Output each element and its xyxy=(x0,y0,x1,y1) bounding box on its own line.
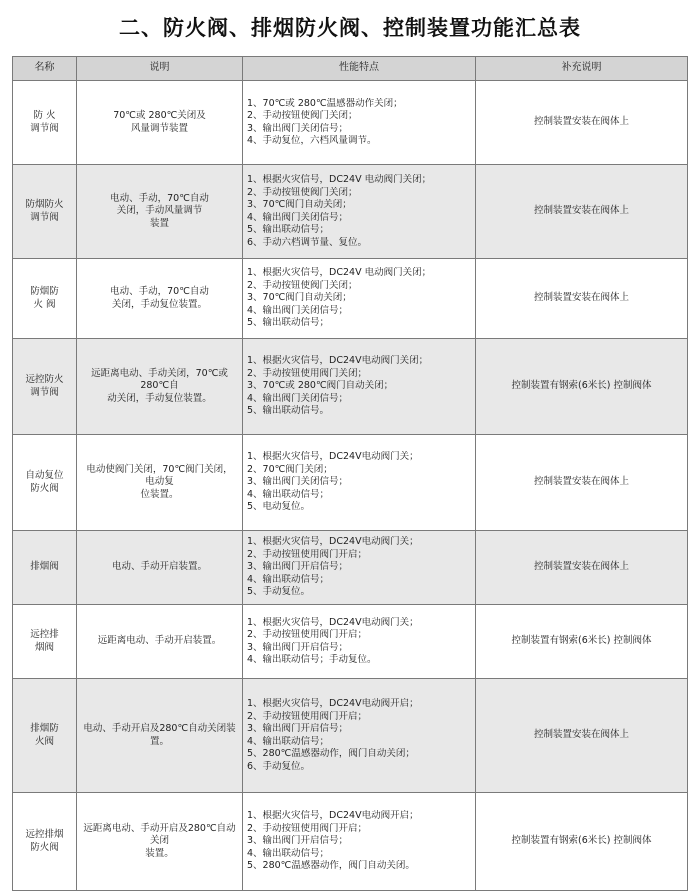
valve-description: 远距离电动、手动开启装置。 xyxy=(97,635,222,647)
cell-name xyxy=(13,679,77,793)
cell-name xyxy=(13,531,77,605)
valve-name: 远控排烟 防火阀 xyxy=(25,829,64,853)
feature-line: 4、输出阀门关闭信号； xyxy=(247,211,349,223)
header-name: 名称 xyxy=(13,57,77,81)
feature-line: 4、输出联动信号； xyxy=(247,847,330,859)
feature-line: 2、手动按钮使阀门关闭； xyxy=(247,279,358,291)
feature-line: 5、输出联动信号； xyxy=(247,317,330,329)
valve-name: 排烟阀 xyxy=(30,561,59,573)
valve-description: 电动、手动，70℃自动 关闭，手动复位装置。 xyxy=(110,286,209,310)
cell-features xyxy=(243,81,476,165)
cell-description xyxy=(77,531,243,605)
cell-note: 控制装置安装在阀体上 xyxy=(476,259,688,339)
cell-description xyxy=(77,165,243,259)
cell-features xyxy=(243,605,476,679)
header-features: 性能特点 xyxy=(243,57,476,81)
valve-description: 远距离电动、手动开启及280℃自动关闭 装置。 xyxy=(83,822,236,859)
cell-description xyxy=(77,81,243,165)
valve-description: 70℃或 280℃关闭及 风量调节装置 xyxy=(113,110,206,134)
feature-line: 4、输出联动信号； xyxy=(247,488,330,500)
valve-description: 电动使阀门关闭，70℃阀门关闭，电动复 位装置。 xyxy=(86,463,233,500)
cell-features xyxy=(243,531,476,605)
feature-line: 1、根据火灾信号，DC24V 电动阀门关闭； xyxy=(247,174,432,185)
cell-description xyxy=(77,679,243,793)
feature-line: 4、输出联动信号； xyxy=(247,735,330,747)
table-row xyxy=(13,81,688,165)
cell-description xyxy=(77,793,243,891)
feature-line: 1、根据火灾信号，DC24V电动阀门关闭； xyxy=(247,355,429,367)
feature-line: 3、输出阀门开启信号； xyxy=(247,561,349,573)
valve-description: 远距离电动、手动关闭，70℃或 280℃自 动关闭，手动复位装置。 xyxy=(91,367,228,404)
feature-line: 3、输出阀门开启信号； xyxy=(247,723,349,734)
valve-name: 远控防火 调节阀 xyxy=(25,374,64,398)
feature-line: 2、手动按钮使用阀门开启； xyxy=(247,822,368,834)
feature-line: 6、手动六档调节量、复位。 xyxy=(247,236,368,248)
feature-line: 3、70℃或 280℃阀门自动关闭； xyxy=(247,380,394,392)
table-row xyxy=(13,605,688,679)
feature-line: 6、手动复位。 xyxy=(247,760,311,772)
cell-features xyxy=(243,793,476,891)
feature-line: 5、电动复位。 xyxy=(247,501,311,513)
feature-line: 5、280℃温感器动作，阀门自动关闭。 xyxy=(247,860,415,872)
table-row xyxy=(13,339,688,435)
valve-name: 防烟防 火 阀 xyxy=(30,286,59,310)
feature-line: 1、根据火灾信号，DC24V电动阀门关； xyxy=(247,616,419,628)
feature-line: 3、输出阀门开启信号； xyxy=(247,641,349,653)
cell-note: 控制装置有钢索(6米长) 控制阀体 xyxy=(476,339,688,435)
table-row xyxy=(13,679,688,793)
header-notes: 补充说明 xyxy=(476,57,688,81)
cell-name xyxy=(13,165,77,259)
valve-name: 防 火 调节阀 xyxy=(30,110,59,134)
feature-line: 2、70℃阀门关闭； xyxy=(247,463,333,475)
valve-name: 排烟防 火阀 xyxy=(30,723,59,747)
table-row xyxy=(13,793,688,891)
valve-description: 电动、手动开启及280℃自动关闭装置。 xyxy=(83,723,236,747)
cell-note: 控制装置安装在阀体上 xyxy=(476,679,688,793)
valve-description: 电动、手动开启装置。 xyxy=(111,561,207,573)
cell-name xyxy=(13,339,77,435)
cell-note: 控制装置安装在阀体上 xyxy=(476,531,688,605)
valve-name: 自动复位 防火阀 xyxy=(25,470,64,494)
valve-name: 防烟防火 调节阀 xyxy=(25,199,64,223)
feature-line: 3、输出阀门关闭信号； xyxy=(247,122,349,134)
cell-features xyxy=(243,339,476,435)
cell-features xyxy=(243,165,476,259)
table-body xyxy=(13,81,688,891)
cell-note: 控制装置安装在阀体上 xyxy=(476,81,688,165)
cell-description xyxy=(77,435,243,531)
feature-line: 2、手动按钮使阀门关闭； xyxy=(247,186,358,198)
feature-line: 3、输出阀门开启信号； xyxy=(247,835,349,847)
header-description: 说明 xyxy=(77,57,243,81)
cell-name xyxy=(13,435,77,531)
cell-note: 控制装置安装在阀体上 xyxy=(476,435,688,531)
feature-line: 5、280℃温感器动作，阀门自动关闭； xyxy=(247,748,415,759)
table-row xyxy=(13,165,688,259)
cell-description xyxy=(77,605,243,679)
feature-line: 3、70℃阀门自动关闭； xyxy=(247,199,352,210)
feature-line: 1、根据火灾信号，DC24V电动阀门关； xyxy=(247,451,419,463)
table-row xyxy=(13,259,688,339)
feature-line: 2、手动按钮使阀门关闭； xyxy=(247,110,358,121)
cell-note: 控制装置有钢索(6米长) 控制阀体 xyxy=(476,605,688,679)
feature-line: 2、手动按钮使用阀门开启； xyxy=(247,629,368,640)
feature-line: 1、70℃或 280℃温感器动作关闭； xyxy=(247,97,403,109)
cell-note: 控制装置有钢索(6米长) 控制阀体 xyxy=(476,793,688,891)
feature-line: 2、手动按钮使用阀门开启； xyxy=(247,710,368,722)
cell-features xyxy=(243,259,476,339)
feature-line: 2、手动按钮使用阀门开启； xyxy=(247,548,368,560)
valve-description: 电动、手动，70℃自动 关闭，手动风量调节 装置 xyxy=(110,192,209,229)
feature-line: 2、手动按钮使用阀门关闭； xyxy=(247,367,368,379)
feature-line: 4、输出联动信号；手动复位。 xyxy=(247,654,377,665)
feature-line: 1、根据火灾信号，DC24V 电动阀门关闭； xyxy=(247,267,432,279)
feature-line: 5、输出联动信号； xyxy=(247,224,330,235)
table-header-row xyxy=(13,57,688,81)
feature-line: 1、根据火灾信号，DC24V电动阀门关； xyxy=(247,536,419,548)
function-summary-table xyxy=(12,56,688,891)
cell-note: 控制装置安装在阀体上 xyxy=(476,165,688,259)
cell-features xyxy=(243,679,476,793)
cell-name xyxy=(13,81,77,165)
table-row xyxy=(13,435,688,531)
cell-name xyxy=(13,605,77,679)
feature-line: 4、手动复位，六档风量调节。 xyxy=(247,135,377,146)
cell-description xyxy=(77,259,243,339)
feature-line: 4、输出阀门关闭信号； xyxy=(247,304,349,316)
cell-features xyxy=(243,435,476,531)
feature-line: 5、手动复位。 xyxy=(247,586,311,598)
table-row xyxy=(13,531,688,605)
feature-line: 4、输出阀门关闭信号； xyxy=(247,392,349,404)
cell-name xyxy=(13,793,77,891)
cell-description xyxy=(77,339,243,435)
feature-line: 4、输出联动信号； xyxy=(247,573,330,585)
feature-line: 3、输出阀门关闭信号； xyxy=(247,476,349,488)
feature-line: 5、输出联动信号。 xyxy=(247,405,330,417)
valve-name: 远控排 烟阀 xyxy=(30,629,59,653)
feature-line: 1、根据火灾信号，DC24V电动阀开启； xyxy=(247,698,419,709)
feature-line: 1、根据火灾信号，DC24V电动阀开启； xyxy=(247,810,419,822)
page-title: 二、防火阀、排烟防火阀、控制装置功能汇总表 xyxy=(119,16,581,40)
feature-line: 3、70℃阀门自动关闭； xyxy=(247,292,352,304)
cell-name xyxy=(13,259,77,339)
